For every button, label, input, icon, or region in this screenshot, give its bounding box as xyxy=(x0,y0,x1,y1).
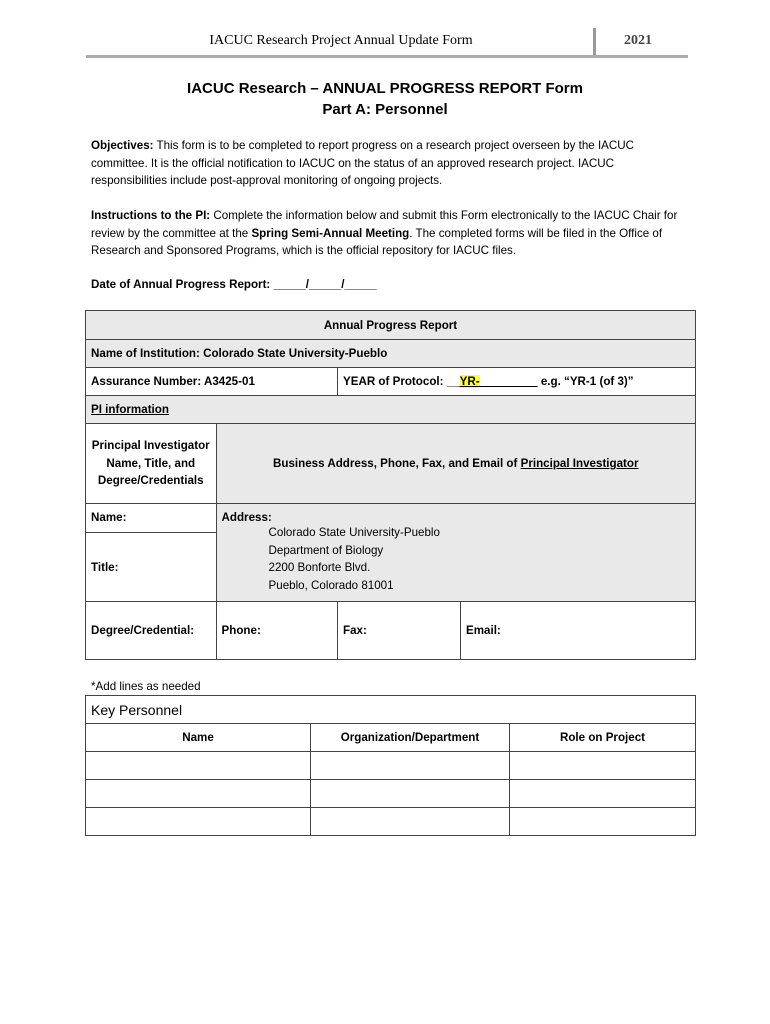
objectives-text: This form is to be completed to report progress on a research project overseen by the IACUC committee. It is the official notification to IACUC on the status of an approved research project. IACUC responsibilities include post-approval monitoring of ongoing projects. xyxy=(91,139,635,187)
pi-degree-field[interactable] xyxy=(86,602,217,660)
personnel-name-cell[interactable] xyxy=(86,808,311,836)
key-personnel-title: Key Personnel xyxy=(86,696,696,724)
pi-information-heading xyxy=(86,396,696,424)
pi-title-field[interactable] xyxy=(86,533,217,602)
annual-progress-table xyxy=(85,310,696,660)
address-column-header xyxy=(216,424,695,504)
protocol-year-blank[interactable]: _________ xyxy=(479,375,538,388)
principal-investigator-link: Principal Investigator xyxy=(520,457,639,470)
protocol-year-label: YEAR of Protocol: __ xyxy=(343,375,460,388)
protocol-year-field[interactable] xyxy=(338,368,696,396)
address-label: Address: xyxy=(221,511,272,524)
pi-column-header: Principal Investigator Name, Title, and Degree/Credentials xyxy=(86,424,217,504)
protocol-year-example: e.g. “YR-1 (of 3)” xyxy=(537,375,634,388)
personnel-role-cell[interactable] xyxy=(510,808,696,836)
address-line: Department of Biology xyxy=(268,543,384,557)
column-header-role: Role on Project xyxy=(510,724,696,752)
instructions-paragraph xyxy=(91,207,691,260)
meeting-name: Spring Semi-Annual Meeting xyxy=(251,226,410,240)
institution-name: Name of Institution: Colorado State University-Pueblo xyxy=(86,340,696,368)
assurance-number: Assurance Number: A3425-01 xyxy=(86,368,338,396)
form-title: IACUC Research – ANNUAL PROGRESS REPORT Form xyxy=(187,80,583,97)
address-line: Pueblo, Colorado 81001 xyxy=(268,578,394,592)
pi-phone-label: Phone: xyxy=(221,624,261,637)
personnel-role-cell[interactable] xyxy=(510,752,696,780)
column-header-name: Name xyxy=(86,724,311,752)
instructions-text-2: . The completed forms will be filed in the Office of Research and Sponsored Programs, which is the official repository for IACUC files. xyxy=(91,226,663,257)
personnel-name-cell[interactable] xyxy=(86,780,311,808)
report-date-field[interactable]: Date of Annual Progress Report: _____/_____/_____ xyxy=(91,278,377,291)
pi-fax-field[interactable] xyxy=(338,602,461,660)
pi-address-cell[interactable] xyxy=(216,504,695,602)
header-title: IACUC Research Project Annual Update Form xyxy=(209,33,473,48)
add-lines-note: *Add lines as needed xyxy=(91,680,201,693)
pi-degree-label: Degree/Credential: xyxy=(91,624,195,637)
personnel-name-cell[interactable] xyxy=(86,752,311,780)
table-row xyxy=(86,780,696,808)
table-row xyxy=(86,752,696,780)
header-year: 2021 xyxy=(624,33,652,48)
personnel-role-cell[interactable] xyxy=(510,780,696,808)
protocol-year-value[interactable]: YR- xyxy=(459,375,480,388)
address-line: 2200 Bonforte Blvd. xyxy=(268,561,371,574)
header-rule xyxy=(86,55,688,58)
objectives-paragraph xyxy=(91,137,691,190)
column-header-organization: Organization/Department xyxy=(311,724,510,752)
table-heading: Annual Progress Report xyxy=(86,311,696,340)
table-row xyxy=(86,808,696,836)
pi-email-field[interactable] xyxy=(461,602,696,660)
address-line: Colorado State University-Pueblo xyxy=(268,526,440,539)
personnel-organization-cell[interactable] xyxy=(311,808,510,836)
pi-phone-field[interactable] xyxy=(216,602,337,660)
address-block xyxy=(222,524,690,594)
key-personnel-table xyxy=(85,695,696,836)
pi-email-label: Email: xyxy=(466,624,501,637)
personnel-organization-cell[interactable] xyxy=(311,780,510,808)
pi-information-label: PI information xyxy=(91,403,169,416)
instructions-label: Instructions to the PI: xyxy=(91,209,211,222)
address-column-header-text: Business Address, Phone, Fax, and Email of xyxy=(272,457,521,470)
pi-title-label: Title: xyxy=(91,560,119,574)
pi-name-label: Name: xyxy=(91,511,127,524)
header-divider xyxy=(593,28,596,55)
personnel-organization-cell[interactable] xyxy=(311,752,510,780)
pi-name-field[interactable] xyxy=(86,504,217,533)
form-subtitle: Part A: Personnel xyxy=(322,101,448,118)
pi-fax-label: Fax: xyxy=(343,624,367,637)
objectives-label: Objectives: xyxy=(91,139,154,152)
instructions-text-1: Complete the information below and submit this Form electronically to the IACUC Chair for review by the committee at the xyxy=(91,209,678,240)
